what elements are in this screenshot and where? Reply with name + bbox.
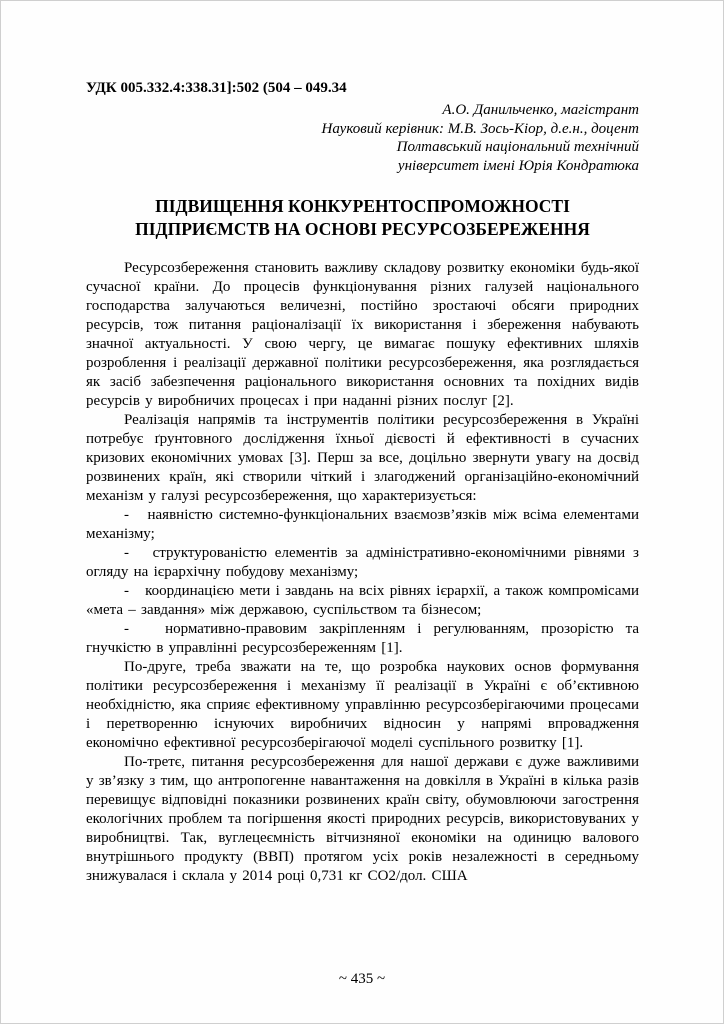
udc-number: УДК 005.332.4:338.31]:502 (504 – 049.34 <box>86 80 347 96</box>
advisor-line: Науковий керівник: М.В. Зось-Кіор, д.е.н., доцент <box>321 120 639 137</box>
list-item-2: - структурованістю елементів за адміністративно-економічними рівнями з огляду на ієрархічну побудову механізму; <box>86 545 639 580</box>
article-title <box>86 195 639 241</box>
list-item-4: - нормативно-правовим закріпленням і регулюванням, прозорістю та гнучкістю в управлінні ресурсозбереженням [1]. <box>86 621 639 656</box>
page-number: ~ 435 ~ <box>338 971 386 987</box>
list-item-1: - наявністю системно-функціональних взаємозв’язків між всіма елементами механізму; <box>86 507 639 542</box>
article-title-line-2: ПІДПРИЄМСТВ НА ОСНОВІ РЕСУРСОЗБЕРЕЖЕННЯ <box>135 219 590 239</box>
paragraph-realization: Реалізація напрямів та інструментів політики ресурсозбереження в Україні потребує ґрунтовного дослідження їхньої дієвості й ефективності в сучасних кризових економічних умовах [3]. Перш за все, доцільно звернути увагу на досвід розвинених країн, які створили чіткий і злагоджений організаційно-економічний механізм у галузі ресурсозбереження, що характеризується: <box>86 412 639 504</box>
paragraph-secondly: По-друге, треба зважати на те, що розробка наукових основ формування політики ресурсозбереження і механізму її реалізації в Україні є об’єктивною необхідністю, яка сприяє ефективному управлінню ресурсозберігаючими процесами і перетворенню існуючих виробничих відносин у напрямі впровадження економічно ефективної ресурсозберігаючої моделі суспільного розвитку [1]. <box>86 659 639 751</box>
author-line: А.О. Данильченко, магістрант <box>442 102 639 118</box>
article-title-line-1: ПІДВИЩЕННЯ КОНКУРЕНТОСПРОМОЖНОСТІ <box>155 196 570 216</box>
article-body <box>86 259 639 886</box>
paragraph-intro: Ресурсозбереження становить важливу складову розвитку економіки будь-якої сучасної країни. До процесів функціонування різних галузей національного господарства залучаються величезні, постійно зростаючі обсяги природних ресурсів, тож питання раціоналізації їх використання і збереження набувають значної актуальності. У свою чергу, це вимагає пошуку ефективних шляхів розроблення і реалізації державної політики ресурсозбереження, яка розглядається як засіб забезпечення раціонального використання основних та похідних видів ресурсів у виробничих процесах і при наданні різних послуг [2]. <box>86 260 639 409</box>
list-item-3: - координацією мети і завдань на всіх рівнях ієрархії, а також компромісами «мета – завдання» між державою, суспільством та бізнесом; <box>86 583 639 618</box>
affiliation-line-2: університет імені Юрія Кондратюка <box>397 157 639 174</box>
author-block <box>86 101 639 175</box>
paragraph-thirdly: По-третє, питання ресурсозбереження для нашої держави є дуже важливими у зв’язку з тим, що антропогенне навантаження на довкілля в Україні в кілька разів перевищує відповідні показники розвинених країн світу, обумовлюючи загострення екологічних проблем та погіршення якості природних ресурсів, використовуваних у виробництві. Так, вуглецеємність вітчизняної економіки на одиницю валового внутрішнього продукту (ВВП) протягом усіх років незалежності в середньому знижувалася і склала у 2014 році 0,731 кг СО2/дол. США <box>86 754 639 884</box>
affiliation-line-1: Полтавський національний технічний <box>396 139 639 155</box>
